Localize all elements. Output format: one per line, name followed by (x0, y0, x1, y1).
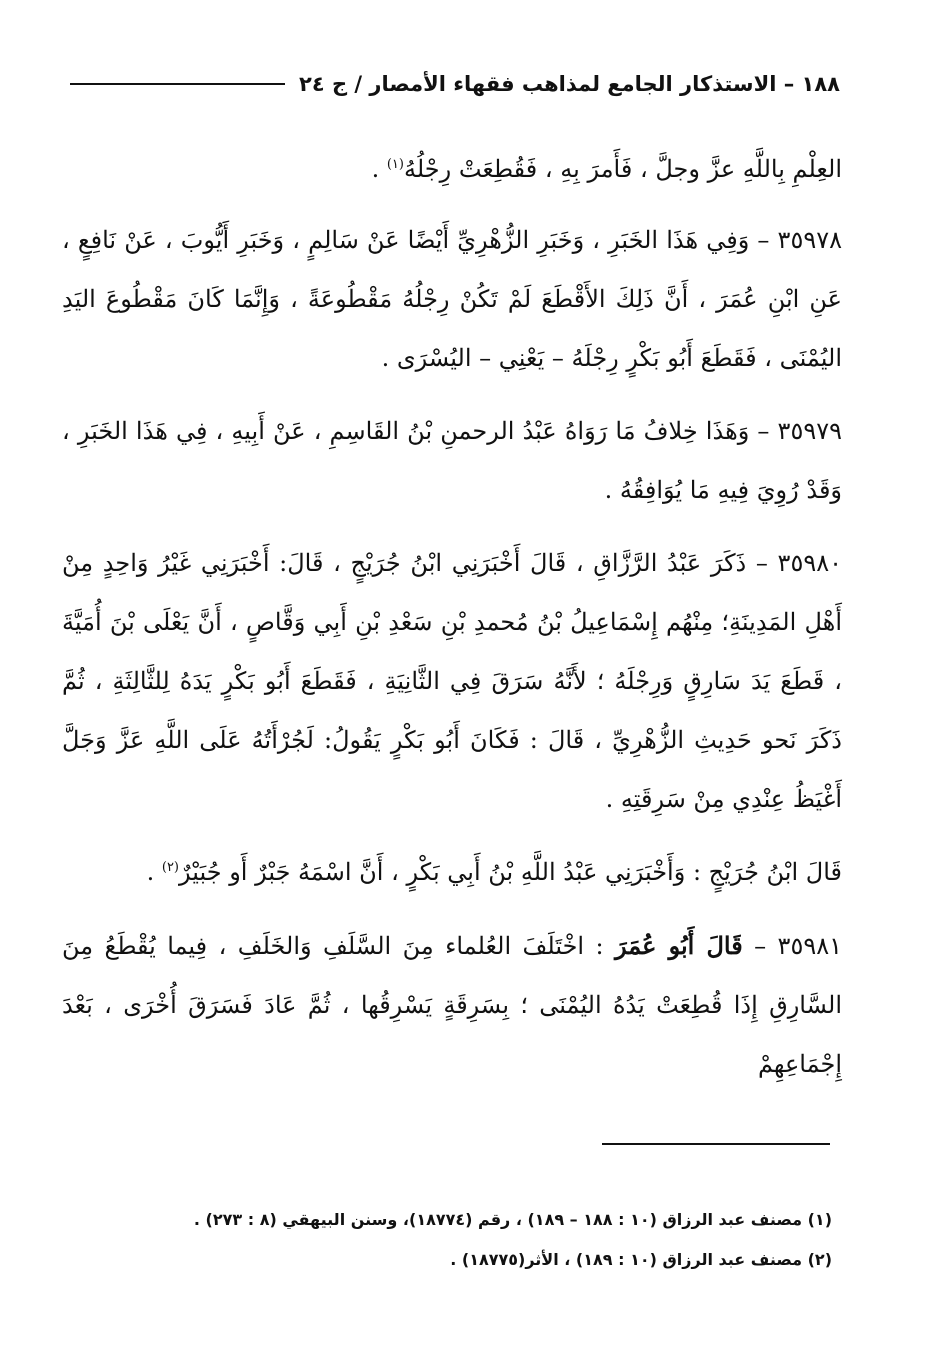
paragraph-ibn-jurayj (62, 843, 842, 902)
paragraph-number: ٣٥٩٧٨ (777, 226, 842, 254)
paragraph-text: العِلْمِ بِاللَّهِ عزَّ وجلَّ ، فَأَمرَ بِهِ ، فَقُطِعَتْ رِجْلُهُ (403, 155, 842, 183)
body-text (62, 140, 842, 1108)
paragraph-text: – ذَكَرَ عَبْدُ الرَّزَّاقِ ، قَالَ أَخْبَرَنِي ابْنُ جُرَيْجٍ ، قَالَ: أَخْبَرَنِي غَيْرُ وَاحِدٍ مِنْ أَهْلِ المَدِينَةِ؛ مِنْهُم إِسْمَاعِيلُ بْنُ مُحمدِ بْنِ سَعْدِ بْنِ أَبِي وَقَّاصٍ ، أَنَّ يَعْلَى بْنَ أُمَيَّةَ ، قَطَعَ يَدَ سَارِقٍ وَرِجْلَهُ ؛ لأَنَّهُ سَرَقَ فِي الثَّانِيَةِ ، فَقَطَعَ أَبُو بَكْرٍ يَدَهُ لِلثَّالِثَةِ ، ثُمَّ ذَكَرَ نَحو حَدِيثِ الزُّهْرِيِّ ، قَالَ : فَكَانَ أَبُو بَكْرٍ يَقُولُ: لَجُرْأَتُهُ عَلَى اللَّهِ عَزَّ وَجَلَّ أَغْيَظُ عِنْدِي مِنْ سَرِقَتِهِ . (62, 549, 842, 813)
paragraph-35981: ٣٥٩٨١ – قَالَ أَبُو عُمَرَ : اخْتَلَفَ العُلماء مِنَ السَّلَفِ وَالخَلَفِ ، فِيما يُقْطَعُ مِنَ السَّارِقِ إِذَا قُطِعَتْ يَدُهُ اليُمْنَى ؛ بِسَرِقَةٍ يَسْرِقُها ، ثُمَّ عَادَ فَسَرَقَ أُخْرَى ، بَعْدَ إِجْمَاعِهِمْ (62, 931, 842, 1078)
paragraph-1 (62, 140, 842, 199)
paragraph-text: : اخْتَلَفَ العُلماء مِنَ السَّلَفِ وَالخَلَفِ ، فِيما يُقْطَعُ مِنَ السَّارِقِ إِذَا قُطِعَتْ يَدُهُ اليُمْنَى ؛ بِسَرِقَةٍ يَسْرِقُها ، ثُمَّ عَادَ فَسَرَقَ أُخْرَى ، بَعْدَ إِجْمَاعِهِمْ (62, 932, 842, 1078)
footnotes (90, 1200, 832, 1280)
running-header (70, 66, 840, 102)
paragraph-35980 (62, 534, 842, 829)
footnote-1: (١) مصنف عبد الرزاق (١٠ : ١٨٨ – ١٨٩) ، رقم (١٨٧٧٤)، وسنن البيهقي (٨ : ٢٧٣) . (193, 1210, 832, 1229)
paragraph-35979 (62, 402, 842, 520)
paragraph-text: قَالَ ابْنُ جُرَيْجٍ : وَأَخْبَرَنِي عَبْدُ اللَّهِ بْنُ أَبِي بَكْرٍ ، أَنَّ اسْمَهُ جَبْرٌ أَو جُبَيْرٌ (179, 858, 842, 886)
paragraph-number: ٣٥٩٨٠ (777, 549, 842, 577)
footnote-marker: (١) (386, 157, 404, 172)
speaker-name: قَالَ أَبُو عُمَرَ (615, 931, 743, 960)
paragraph-text: – وَهَذَا خِلافُ مَا رَوَاهُ عَبْدُ الرحمنِ بْنُ القَاسِمِ ، عَنْ أَبِيهِ ، فِي هَذَا الخَبَرِ ، وَقَدْ رُوِيَ فِيهِ مَا يُوَافِقُهُ . (62, 417, 842, 504)
footnote-2: (٢) مصنف عبد الرزاق (١٠ : ١٨٩) ، الأثر(١٨٧٧٥) . (450, 1250, 832, 1269)
header-rule (70, 83, 285, 85)
footnote-rule (602, 1143, 830, 1145)
footnote-marker: (٢) (161, 860, 179, 875)
paragraph-tail: . (371, 155, 387, 183)
paragraph-tail: . (146, 858, 162, 886)
paragraph-number: ٣٥٩٨١ (777, 932, 842, 960)
header-title: ١٨٨ – الاستذكار الجامع لمذاهب فقهاء الأمصار / ج ٢٤ (299, 72, 840, 96)
paragraph-text: – وَفِي هَذَا الخَبَرِ ، وَخَبَرِ الزُّهْرِيِّ أَيْضًا عَنْ سَالِمٍ ، وَخَبَرِ أَيُّوبَ ، عَنْ نَافِعٍ ، عَنِ ابْنِ عُمَرَ ، أَنَّ ذَلِكَ الأَقْطَعَ لَمْ تَكُنْ رِجْلُهُ مَقْطُوعَةً ، وَإِنَّمَا كَانَ مَقْطُوعَ اليَدِ اليُمْنَى ، فَقَطَعَ أَبُو بَكْرٍ رِجْلَهُ – يَعْنِي – اليُسْرَى . (62, 226, 842, 372)
paragraph-number: ٣٥٩٧٩ (777, 417, 842, 445)
paragraph-35978 (62, 211, 842, 388)
